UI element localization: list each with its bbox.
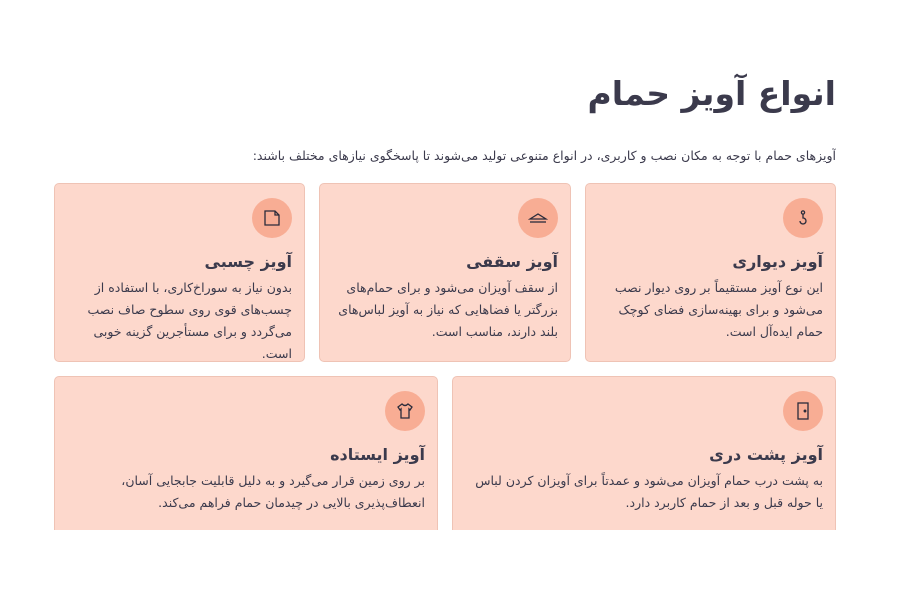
hanger-types-section: [54, 0, 836, 530]
card-ceiling-hanger: [319, 183, 571, 362]
card-text: بر روی زمین قرار می‌گیرد و به دلیل قابلیت جابجایی آسان، انعطاف‌پذیری بالایی در چیدمان حمام فراهم می‌کند.: [121, 473, 425, 510]
sticky-note-icon: [252, 198, 292, 238]
card-title: آویز چسبی: [204, 252, 292, 271]
card-text: بدون نیاز به سوراخ‌کاری، با استفاده از چسب‌های قوی روی سطوح صاف نصب می‌گردد و برای مستأجرین گزینه خوبی است.: [87, 280, 292, 361]
card-wall-hanger: [585, 183, 836, 362]
card-title: آویز ایستاده: [330, 445, 425, 464]
card-title: آویز سقفی: [466, 252, 558, 271]
card-title: آویز دیواری: [732, 252, 823, 271]
ceiling-icon: [518, 198, 558, 238]
card-standing-hanger: [54, 376, 438, 530]
shirt-icon: [385, 391, 425, 431]
page-title: انواع آویز حمام: [587, 74, 836, 113]
door-icon: [783, 391, 823, 431]
card-door-hanger: [452, 376, 836, 530]
card-adhesive-hanger: [54, 183, 305, 362]
card-text: به پشت درب حمام آویزان می‌شود و عمدتاً برای آویزان کردن لباس یا حوله قبل و بعد از حمام کاربرد دارد.: [475, 473, 823, 510]
card-text: این نوع آویز مستقیماً بر روی دیوار نصب می‌شود و برای بهینه‌سازی فضای کوچک حمام ایده‌آل است.: [614, 280, 823, 339]
card-title: آویز پشت دری: [709, 445, 823, 464]
card-text: از سقف آویزان می‌شود و برای حمام‌های بزرگتر یا فضاهایی که نیاز به آویز لباس‌های بلند دارند، مناسب است.: [338, 280, 558, 339]
hook-icon: [783, 198, 823, 238]
intro-text: آویزهای حمام با توجه به مکان نصب و کاربری، در انواع متنوعی تولید می‌شوند تا پاسخگوی نیازهای مختلف باشند:: [252, 148, 836, 163]
